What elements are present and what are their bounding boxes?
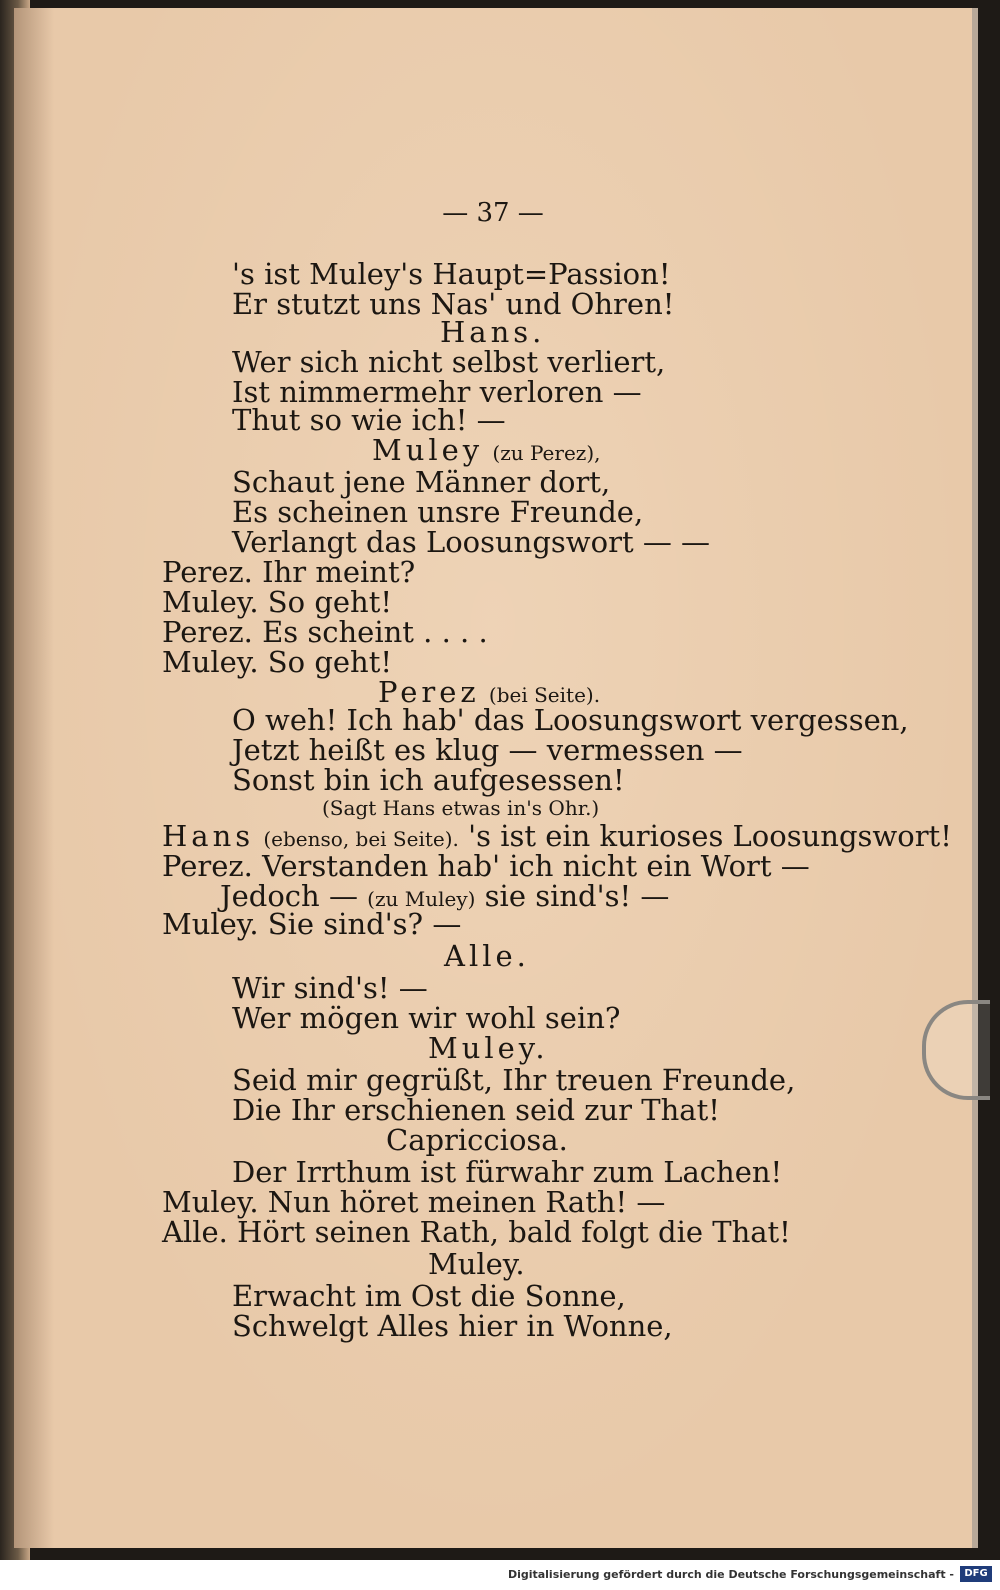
verse-line: O weh! Ich hab' das Loosungswort vergessen, <box>232 703 909 737</box>
verse-line: Jetzt heißt es klug — vermessen — <box>232 733 743 767</box>
stage-direction: (bei Seite). <box>488 683 601 707</box>
verse-line: Wer mögen wir wohl sein? <box>232 1001 621 1035</box>
book-page <box>14 8 978 1548</box>
dfg-logo: DFG <box>960 1566 992 1582</box>
verse-line: Sonst bin ich aufgesessen! <box>232 763 625 797</box>
verse-line: Thut so wie ich! — <box>232 403 506 437</box>
stage-direction: (Sagt Hans etwas in's Ohr.) <box>322 796 600 820</box>
dialogue-line: Muley. So geht! <box>162 585 393 619</box>
dialogue-line: Muley. So geht! <box>162 645 393 679</box>
dialogue-line: Perez. Es scheint . . . . <box>162 615 488 649</box>
speaker-heading: Hans. <box>440 315 546 349</box>
stage-direction: (zu Muley) <box>367 887 476 911</box>
speaker-heading: Alle. <box>444 939 530 973</box>
verse-line: Er stutzt uns Nas' und Ohren! <box>232 287 675 321</box>
dialogue-text: 's ist ein kurioses Loosungswort! <box>468 819 952 853</box>
dialogue-line <box>162 819 952 853</box>
dialogue-line: Alle. Hört seinen Rath, bald folgt die That! <box>162 1215 791 1249</box>
footer-bar <box>0 1560 1000 1590</box>
verse-line: Es scheinen unsre Freunde, <box>232 495 644 529</box>
speaker-name: Muley <box>372 433 484 467</box>
dialogue-line: Muley. Sie sind's? — <box>162 907 462 941</box>
speaker-heading <box>372 433 601 467</box>
digitization-credit: Digitalisierung gefördert durch die Deutsche Forschungsgemeinschaft - <box>507 1568 954 1581</box>
page-number: — 37 — <box>442 198 544 228</box>
dialogue-text: Jedoch — <box>220 879 358 913</box>
stage-direction: (ebenso, bei Seite). <box>263 827 459 851</box>
verse-line: Die Ihr erschienen seid zur That! <box>232 1093 720 1127</box>
verse-line: Der Irrthum ist fürwahr zum Lachen! <box>232 1155 783 1189</box>
speaker-heading: Capricciosa. <box>386 1123 568 1157</box>
verse-line: Verlangt das Loosungswort — — <box>232 525 711 559</box>
verse-line: Seid mir gegrüßt, Ihr treuen Freunde, <box>232 1063 796 1097</box>
speaker-name: Perez <box>378 675 480 709</box>
verse-line: Wer sich nicht selbst verliert, <box>232 345 666 379</box>
verse-line: 's ist Muley's Haupt=Passion! <box>232 257 671 291</box>
stage-direction: (zu Perez), <box>492 441 601 465</box>
verse-line: Ist nimmermehr verloren — <box>232 375 642 409</box>
speaker-name: Hans <box>162 819 255 853</box>
speaker-heading: Muley. <box>428 1031 549 1065</box>
verse-line: Schwelgt Alles hier in Wonne, <box>232 1309 673 1343</box>
dialogue-line: Muley. Nun höret meinen Rath! — <box>162 1185 666 1219</box>
verse-line: Wir sind's! — <box>232 971 428 1005</box>
verse-line: Erwacht im Ost die Sonne, <box>232 1279 626 1313</box>
verse-line: Schaut jene Männer dort, <box>232 465 611 499</box>
dialogue-line: Perez. Verstanden hab' ich nicht ein Wort — <box>162 849 810 883</box>
speaker-heading: Muley. <box>428 1247 525 1281</box>
dialogue-line: Perez. Ihr meint? <box>162 555 416 589</box>
dialogue-text: sie sind's! — <box>484 879 670 913</box>
